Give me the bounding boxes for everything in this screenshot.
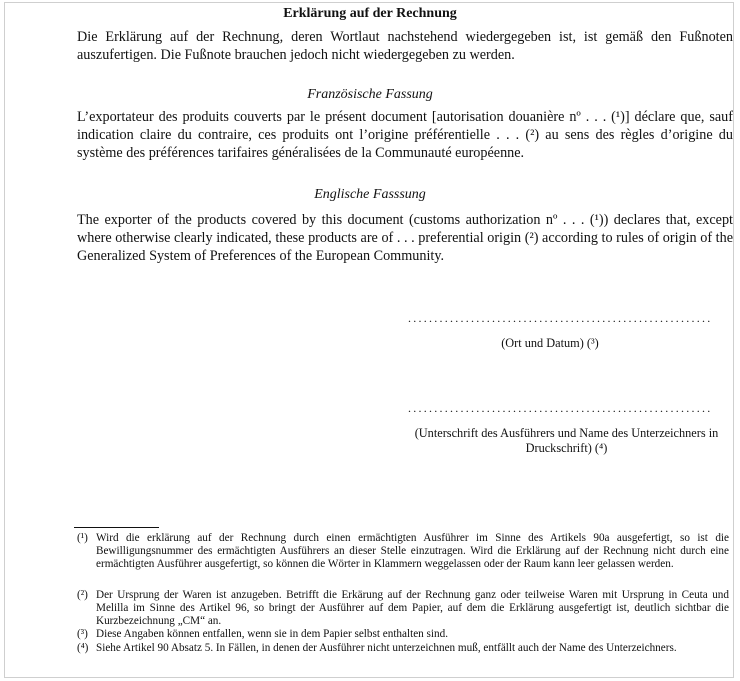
place-date-caption: (Ort und Datum) (³) xyxy=(501,336,599,350)
signature-caption: (Unterschrift des Ausführers und Name des Unterzeichners in Druckschrift) (⁴) xyxy=(414,426,719,455)
footnote-1-text: Wird die erklärung auf der Rechnung durch einen ermächtigten Ausführer im Sinne des Artikels 90a ausgefertigt, so ist die Bewilligungsnummer des ermächtigten Ausführers an dieser Stelle einzutragen. Wird die Erklärung auf der Rechnung nicht durch eine ermächtigten Ausführer ausgefertigt, so können die Wörter in Klammern weggelassen oder der Raum kann leer gelassen werden. xyxy=(96,532,729,570)
footnote-2-text: Der Ursprung der Waren ist anzugeben. Betrifft die Erkärung auf der Rechnung ganz oder teilweise Waren mit Ursprung in Ceuta und Melilla im Sinne des Artikel 96, so bringt der Ausführer auf dem Papier, auf dem die Erklärung ausgefertigt ist, deutlich sichtbar die Kurzbezeichnung „CM“ an. xyxy=(96,589,729,627)
footnote-3-text: Diese Angaben können entfallen, wenn sie in dem Papier selbst enthalten sind. xyxy=(96,628,449,640)
signature-dotted-line: .......................................................... xyxy=(408,401,713,415)
french-paragraph: L’exportateur des produits couverts par le présent document [autorisation douanière nº . . . (¹)] déclare que, sauf indication claire du contraire, ces produits ont l’origine préférentielle . . . (²) au sens des règles d’origine du système des préférences tarifaires généralisées de la Communauté européenne. xyxy=(77,109,733,161)
footnote-3-number: (³) xyxy=(77,628,88,640)
footnote-1 xyxy=(77,532,729,570)
place-date-dotted-line: .......................................................... xyxy=(408,311,713,325)
footnote-4 xyxy=(77,642,729,655)
english-heading: Englische Fasssung xyxy=(314,187,426,202)
footnote-2-number: (²) xyxy=(77,589,88,601)
document-title: Erklärung auf der Rechnung xyxy=(283,6,457,21)
footnote-divider xyxy=(74,527,159,528)
intro-paragraph: Die Erklärung auf der Rechnung, deren Wortlaut nachstehend wiedergegeben ist, ist gemäß den Fußnoten auszufertigen. Die Fußnote brauchen jedoch nicht wiedergegeben zu werden. xyxy=(77,29,733,63)
footnote-3 xyxy=(77,628,729,641)
footnote-2 xyxy=(77,589,729,627)
footnote-4-text: Siehe Artikel 90 Absatz 5. In Fällen, in denen der Ausführer nicht unterzeichnen muß, entfällt auch der Name des Unterzeichners. xyxy=(96,642,677,654)
footnote-1-number: (¹) xyxy=(77,532,88,544)
english-paragraph: The exporter of the products covered by this document (customs authorization nº . . . (¹)) declares that, except where otherwise clearly indicated, these products are of . . . preferential origin (²) according to rules of origin of the Generalized System of Preferences of the European Community. xyxy=(77,212,733,264)
french-heading: Französische Fassung xyxy=(307,87,433,102)
footnote-4-number: (⁴) xyxy=(77,642,89,654)
